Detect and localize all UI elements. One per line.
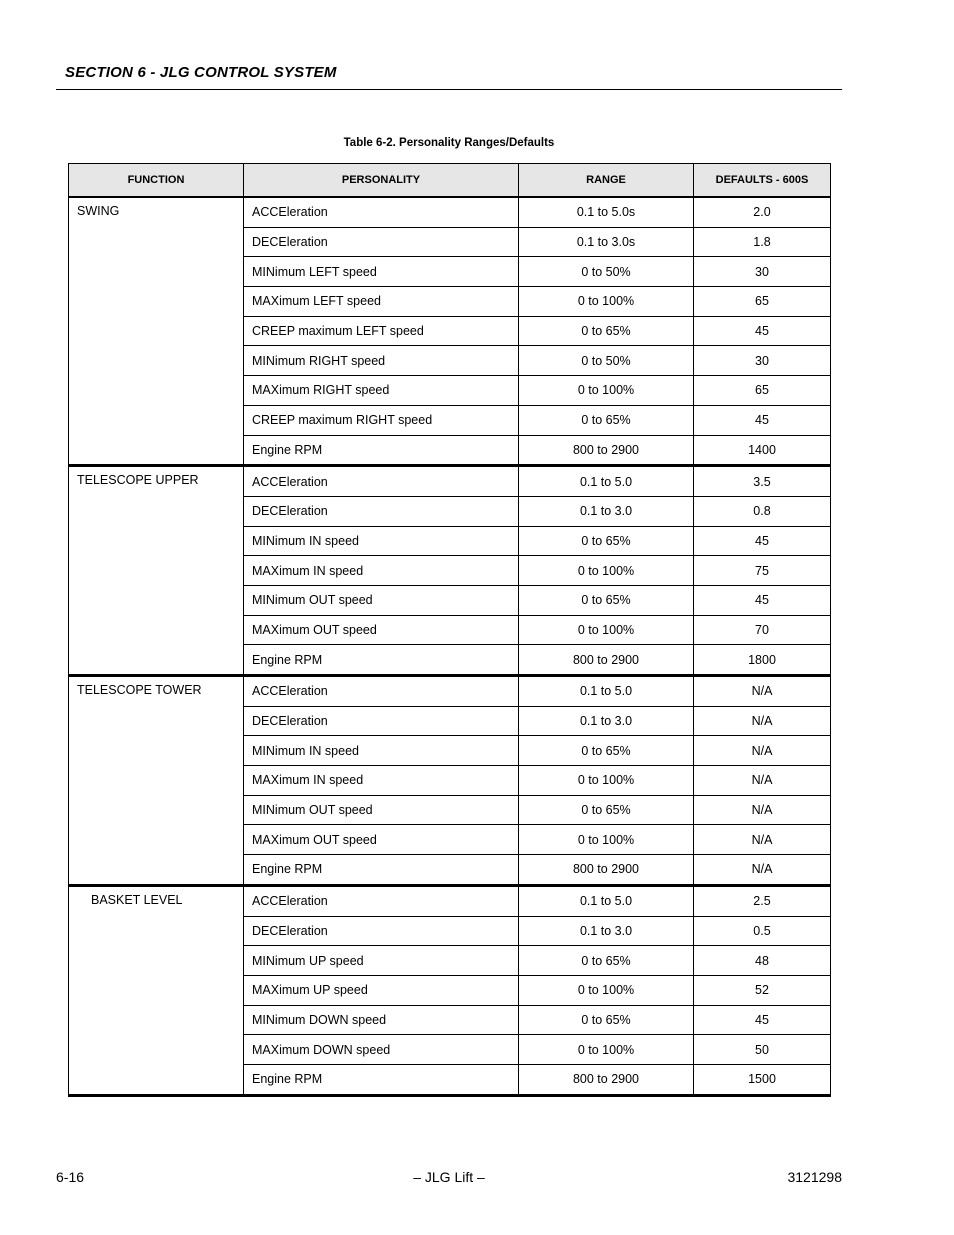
default-cell: 2.0 xyxy=(694,197,831,227)
default-cell: 1800 xyxy=(694,645,831,676)
function-group xyxy=(69,676,831,886)
function-cell: TELESCOPE UPPER xyxy=(69,466,244,676)
column-header-personality: PERSONALITY xyxy=(244,164,519,198)
range-cell: 0.1 to 3.0 xyxy=(519,916,694,946)
function-group xyxy=(69,466,831,676)
range-cell: 0.1 to 3.0 xyxy=(519,496,694,526)
default-cell: 0.8 xyxy=(694,496,831,526)
range-cell: 800 to 2900 xyxy=(519,855,694,886)
default-cell: N/A xyxy=(694,676,831,707)
range-cell: 800 to 2900 xyxy=(519,645,694,676)
range-cell: 0 to 50% xyxy=(519,346,694,376)
default-cell: 45 xyxy=(694,526,831,556)
range-cell: 0.1 to 5.0s xyxy=(519,197,694,227)
range-cell: 0 to 100% xyxy=(519,556,694,586)
personality-cell: Engine RPM xyxy=(244,645,519,676)
range-cell: 0 to 65% xyxy=(519,1005,694,1035)
range-cell: 0 to 50% xyxy=(519,257,694,287)
function-cell: SWING xyxy=(69,197,244,466)
personality-cell: MAXimum DOWN speed xyxy=(244,1035,519,1065)
range-cell: 0 to 100% xyxy=(519,287,694,317)
column-header-defaults: DEFAULTS - 600S xyxy=(694,164,831,198)
table-row xyxy=(69,676,831,707)
default-cell: 75 xyxy=(694,556,831,586)
range-cell: 0 to 65% xyxy=(519,405,694,435)
personality-cell: MINimum UP speed xyxy=(244,946,519,976)
table-row xyxy=(69,466,831,497)
default-cell: 1500 xyxy=(694,1064,831,1095)
range-cell: 0 to 65% xyxy=(519,795,694,825)
default-cell: 50 xyxy=(694,1035,831,1065)
default-cell: N/A xyxy=(694,855,831,886)
personality-cell: DECEleration xyxy=(244,916,519,946)
personality-cell: MAXimum OUT speed xyxy=(244,615,519,645)
column-header-function: FUNCTION xyxy=(69,164,244,198)
range-cell: 0 to 100% xyxy=(519,1035,694,1065)
function-group xyxy=(69,885,831,1095)
personality-cell: ACCEleration xyxy=(244,466,519,497)
range-cell: 0.1 to 3.0s xyxy=(519,227,694,257)
footer-brand: – JLG Lift – xyxy=(413,1169,485,1185)
personality-cell: MAXimum IN speed xyxy=(244,766,519,796)
range-cell: 0 to 65% xyxy=(519,946,694,976)
range-cell: 0 to 65% xyxy=(519,736,694,766)
function-cell: BASKET LEVEL xyxy=(69,885,244,1095)
range-cell: 0 to 65% xyxy=(519,526,694,556)
personality-cell: MINimum OUT speed xyxy=(244,795,519,825)
default-cell: 65 xyxy=(694,287,831,317)
default-cell: 48 xyxy=(694,946,831,976)
range-cell: 0 to 100% xyxy=(519,376,694,406)
range-cell: 0 to 100% xyxy=(519,975,694,1005)
range-cell: 0 to 65% xyxy=(519,316,694,346)
range-cell: 0 to 100% xyxy=(519,615,694,645)
default-cell: 30 xyxy=(694,257,831,287)
default-cell: 45 xyxy=(694,585,831,615)
table-header-row xyxy=(69,164,831,198)
section-title: SECTION 6 - JLG CONTROL SYSTEM xyxy=(65,64,337,81)
personality-cell: ACCEleration xyxy=(244,885,519,916)
range-cell: 0 to 65% xyxy=(519,585,694,615)
range-cell: 0.1 to 5.0 xyxy=(519,466,694,497)
range-cell: 0 to 100% xyxy=(519,766,694,796)
personality-cell: Engine RPM xyxy=(244,435,519,466)
default-cell: 45 xyxy=(694,1005,831,1035)
personality-cell: ACCEleration xyxy=(244,197,519,227)
personality-cell: MINimum IN speed xyxy=(244,526,519,556)
personality-cell: MAXimum UP speed xyxy=(244,975,519,1005)
default-cell: 2.5 xyxy=(694,885,831,916)
table-row xyxy=(69,885,831,916)
table-row xyxy=(69,197,831,227)
personality-cell: Engine RPM xyxy=(244,1064,519,1095)
page-number: 6-16 xyxy=(56,1169,85,1185)
header-rule xyxy=(56,89,842,90)
personality-cell: ACCEleration xyxy=(244,676,519,707)
personality-cell: MINimum RIGHT speed xyxy=(244,346,519,376)
personality-cell: Engine RPM xyxy=(244,855,519,886)
default-cell: 30 xyxy=(694,346,831,376)
personality-cell: CREEP maximum RIGHT speed xyxy=(244,405,519,435)
default-cell: 0.5 xyxy=(694,916,831,946)
default-cell: 70 xyxy=(694,615,831,645)
default-cell: 52 xyxy=(694,975,831,1005)
range-cell: 0.1 to 5.0 xyxy=(519,676,694,707)
default-cell: 1.8 xyxy=(694,227,831,257)
range-cell: 800 to 2900 xyxy=(519,1064,694,1095)
personality-cell: MAXimum OUT speed xyxy=(244,825,519,855)
default-cell: 45 xyxy=(694,405,831,435)
personality-cell: MAXimum IN speed xyxy=(244,556,519,586)
table-caption: Table 6-2. Personality Ranges/Defaults xyxy=(343,137,555,149)
personality-cell: MINimum LEFT speed xyxy=(244,257,519,287)
personality-cell: MINimum OUT speed xyxy=(244,585,519,615)
default-cell: 65 xyxy=(694,376,831,406)
default-cell: N/A xyxy=(694,736,831,766)
personality-cell: MAXimum RIGHT speed xyxy=(244,376,519,406)
range-cell: 0.1 to 5.0 xyxy=(519,885,694,916)
default-cell: 45 xyxy=(694,316,831,346)
personality-cell: DECEleration xyxy=(244,227,519,257)
personality-cell: DECEleration xyxy=(244,496,519,526)
default-cell: 3.5 xyxy=(694,466,831,497)
default-cell: 1400 xyxy=(694,435,831,466)
personality-cell: MINimum IN speed xyxy=(244,736,519,766)
default-cell: N/A xyxy=(694,825,831,855)
range-cell: 0.1 to 3.0 xyxy=(519,706,694,736)
doc-number: 3121298 xyxy=(787,1169,842,1185)
personality-cell: MAXimum LEFT speed xyxy=(244,287,519,317)
default-cell: N/A xyxy=(694,795,831,825)
personality-cell: CREEP maximum LEFT speed xyxy=(244,316,519,346)
range-cell: 0 to 100% xyxy=(519,825,694,855)
personality-cell: DECEleration xyxy=(244,706,519,736)
default-cell: N/A xyxy=(694,706,831,736)
range-cell: 800 to 2900 xyxy=(519,435,694,466)
function-group xyxy=(69,197,831,466)
personality-table xyxy=(68,163,831,1097)
function-cell: TELESCOPE TOWER xyxy=(69,676,244,886)
default-cell: N/A xyxy=(694,766,831,796)
personality-cell: MINimum DOWN speed xyxy=(244,1005,519,1035)
column-header-range: RANGE xyxy=(519,164,694,198)
